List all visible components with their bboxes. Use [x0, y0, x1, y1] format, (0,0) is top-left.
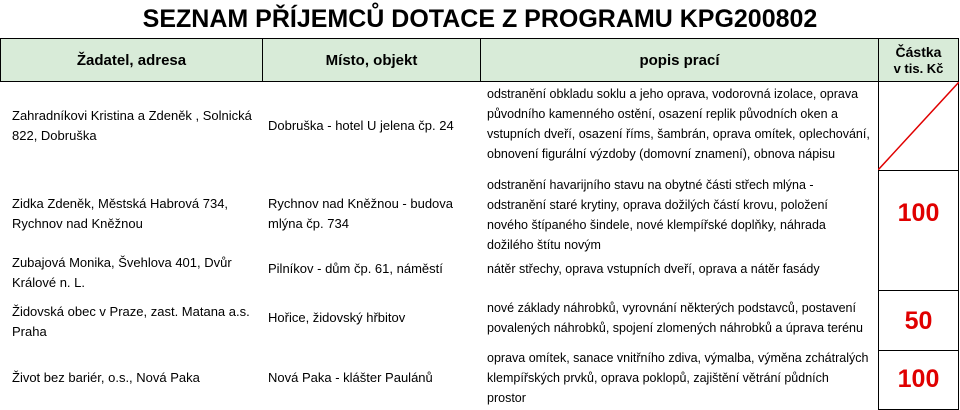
header-applicant-label: Žadatel, adresa: [76, 51, 187, 69]
header-work-label: popis prací: [639, 51, 720, 69]
table-row-4-amount: 50: [904, 307, 933, 335]
header-amount-line2: v tis. Kč: [893, 60, 944, 76]
table-row-5-applicant: Život bez bariér, o.s., Nová Paka: [12, 370, 200, 385]
amount-row-divider: [878, 350, 959, 351]
table-row-2-place: Rychnov nad Kněžnou - budova mlýna čp. 734: [268, 196, 454, 231]
amount-row-divider: [878, 170, 959, 171]
table-row-2-applicant: Zidka Zdeněk, Městská Habrová 734, Rychnov nad Kněžnou: [12, 196, 229, 231]
table-row-4-work: nové základy náhrobků, vyrovnání některých podstavců, postavení povalených náhrobků, spojení zlomených náhrobků a úprava terénu: [487, 301, 863, 335]
table-row-2-work: odstranění havarijního stavu na obytné části střech mlýna - odstranění staré krytiny, oprava dožilých částí krovu, položení nového štípaného šindele, nové klempířské doplňky, náhrada dožilého štítu novým: [487, 178, 828, 252]
table-row-4-applicant: Židovská obec v Praze, zast. Matana a.s. Praha: [12, 304, 250, 339]
header-place-label: Místo, objekt: [325, 51, 418, 69]
table-row-3-work: nátěr střechy, oprava vstupních dveří, oprava a nátěr fasády: [487, 262, 820, 276]
table-row-1-work: odstranění obkladu soklu a jeho oprava, vodorovná izolace, oprava původního kamenného ostění, osazení replik původních oken a vstupních dveří, osazení říms, šambrán, oprava omítek, oplechování, obnovení figurální výzdoby (domovní znamení), obnova nápisu: [487, 87, 870, 161]
header-place: [262, 38, 480, 82]
header-amount-line1: Částka: [895, 43, 942, 60]
amount-row-divider: [878, 290, 959, 291]
table-row-3-applicant: Zubajová Monika, Švehlova 401, Dvůr Králové n. L.: [12, 255, 232, 290]
table-row-5-work: oprava omítek, sanace vnitřního zdiva, výmalba, výměna zchátralých klempířských prvků, oprava poklopů, zajištění větrání půdních prostor: [487, 351, 869, 405]
crossed-out-icon: [878, 82, 959, 170]
page-title: SEZNAM PŘÍJEMCŮ DOTACE Z PROGRAMU KPG200802: [142, 5, 818, 33]
table-row-3-place: Pilníkov - dům čp. 61, náměstí: [268, 261, 443, 276]
header-work: [480, 38, 878, 82]
table-row-2-amount: 100: [897, 199, 940, 227]
table-row-1-place: Dobruška - hotel U jelena čp. 24: [268, 118, 454, 133]
header-applicant: [0, 38, 262, 82]
table-row-4-place: Hořice, židovský hřbitov: [268, 310, 406, 325]
table-row-1-applicant: Zahradníkovi Kristina a Zdeněk , Solnická 822, Dobruška: [12, 108, 252, 143]
table-row-5-place: Nová Paka - klášter Paulánů: [268, 370, 433, 385]
table-row-5-amount: 100: [897, 365, 940, 393]
header-amount: [878, 38, 959, 82]
